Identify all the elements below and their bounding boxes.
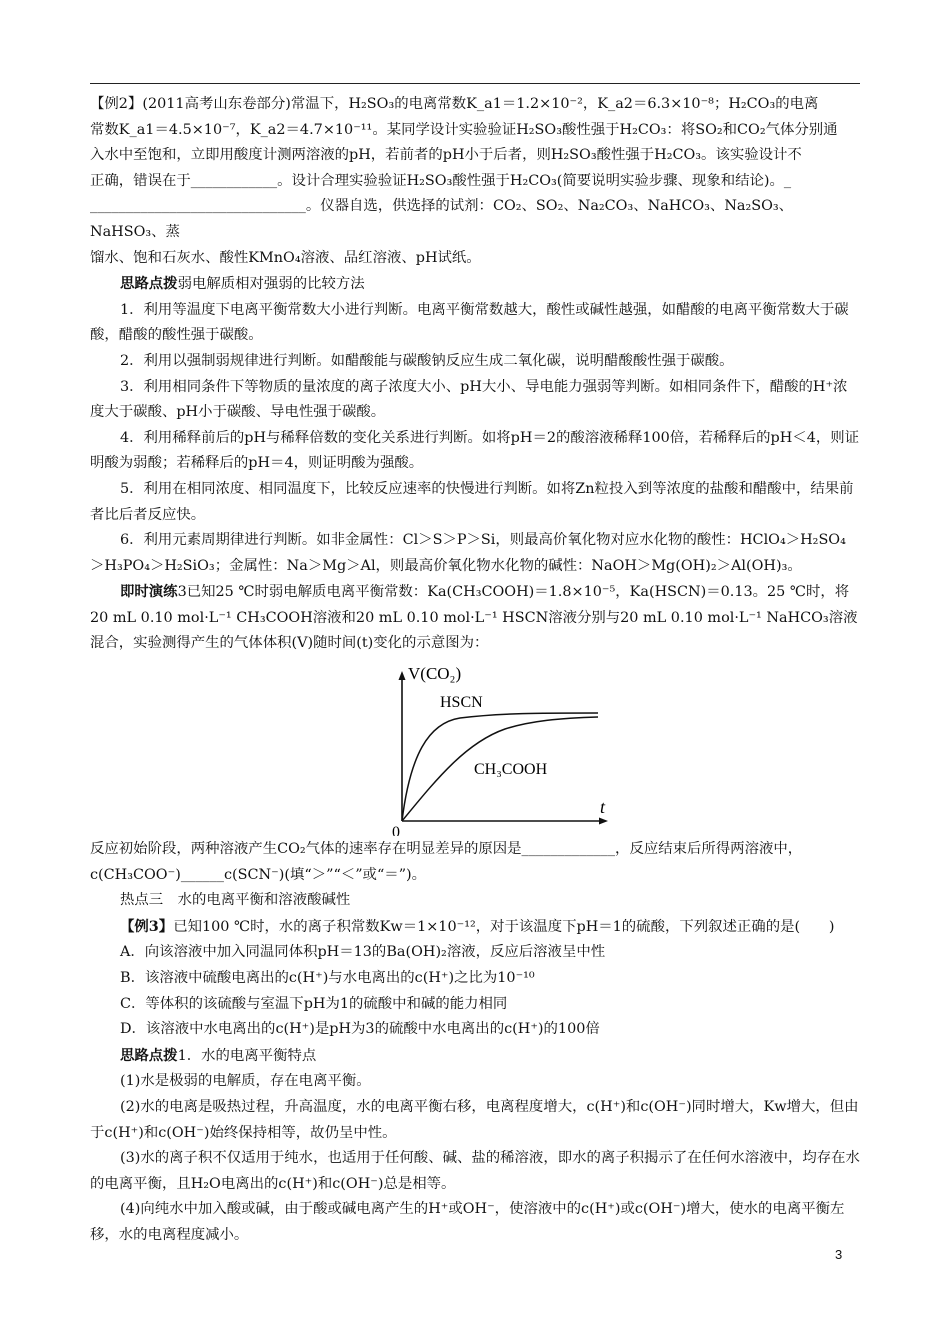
hint-title: 1．水的电离平衡特点 bbox=[177, 1047, 317, 1064]
hint2-item: (2)水的电离是吸热过程，升高温度，水的电离平衡右移，电离程度增大，c(H⁺)和c(OH⁻)同时增大，Kw增大，但由于c(H⁺)和c(OH⁻)始终保持相等，故仍呈中性。 bbox=[90, 1099, 859, 1141]
x-axis-arrow bbox=[599, 818, 608, 825]
hint-label: 思路点拨 bbox=[120, 1046, 178, 1064]
practice-text: 3已知25 ℃时弱电解质电离平衡常数：Ka(CH₃COOH)＝1.8×10⁻⁵，Ka(HSCN)＝0.13。25 ℃时，将20 mL 0.10 mol·L⁻¹ CH₃COOH溶液和20 mL 0.10 mol·L⁻¹ HSCN溶液分别与20 mL 0.10 mol·L⁻¹ NaHCO₃溶液混合，实验测得产生的气体体积(V)随时间(t)变化的示意图为： bbox=[90, 584, 858, 652]
hint2-item: (4)向纯水中加入酸或碱，由于酸或碱电离产生的H⁺或OH⁻，使溶液中的c(H⁺)或c(OH⁻)增大，使水的电离平衡左移，水的电离程度减小。 bbox=[90, 1201, 845, 1243]
example3-option: C．等体积的该硫酸与室温下pH为1的硫酸中和碱的能力相同 bbox=[120, 995, 508, 1012]
hint2-item: (1)水是极弱的电解质，存在电离平衡。 bbox=[120, 1073, 371, 1090]
example2-line: 正确，错误在于____________。设计合理实验验证H₂SO₃酸性强于H₂CO₃(简要说明实验步骤、现象和结论)。_ bbox=[90, 172, 792, 189]
page-content bbox=[90, 92, 860, 1249]
y-axis-label: V(CO₂) bbox=[408, 664, 462, 684]
hint2-heading bbox=[90, 1043, 860, 1070]
hint1-item: 1．利用等温度下电离平衡常数大小进行判断。电离平衡常数越大，酸性或碱性越强，如醋酸的电离平衡常数大于碳酸，醋酸的酸性强于碳酸。 bbox=[90, 301, 849, 344]
example3-text: 已知100 ℃时，水的离子积常数Kw＝1×10⁻¹²，对于该温度下pH＝1的硫酸，下列叙述正确的是( ) bbox=[173, 918, 835, 935]
hint1-item: 3．利用相同条件下等物质的量浓度的离子浓度大小、pH大小、导电能力强弱等判断。如相同条件下，醋酸的H⁺浓度大于碳酸、pH小于碳酸、导电性强于碳酸。 bbox=[90, 378, 848, 421]
y-axis-arrow bbox=[399, 671, 406, 680]
page-number: 3 bbox=[835, 1247, 843, 1262]
hint-label: 思路点拨 bbox=[120, 275, 178, 293]
x-axis-label: t bbox=[600, 797, 606, 818]
hint1-item: 2．利用以强制弱规律进行判断。如醋酸能与碳酸钠反应生成二氧化碳，说明醋酸酸性强于碳酸。 bbox=[120, 352, 734, 369]
volume-time-graph bbox=[390, 661, 630, 836]
example3-label: 【例3】 bbox=[120, 917, 174, 935]
example3-option: A．向该溶液中加入同温同体积pH＝13的Ba(OH)₂溶液，反应后溶液呈中性 bbox=[120, 944, 606, 961]
example2-line: 馏水、饱和石灰水、酸性KMnO₄溶液、品红溶液、pH试纸。 bbox=[90, 249, 481, 266]
example3-stem bbox=[90, 914, 860, 941]
hotspot3-heading: 热点三 水的电离平衡和溶液酸碱性 bbox=[120, 892, 351, 909]
hint2-item: (3)水的离子积不仅适用于纯水，也适用于任何酸、碱、盐的稀溶液，即水的离子积揭示了在任何水溶液中，均存在水的电离平衡，且H₂O电离出的c(H⁺)和c(OH⁻)总是相等。 bbox=[90, 1150, 860, 1192]
header-rule bbox=[90, 83, 860, 84]
practice-label: 即时演练 bbox=[120, 583, 178, 601]
example2-line: ______________________________。仪器自选，供选择的试剂：CO₂、SO₂、Na₂CO₃、NaHCO₃、Na₂SO₃、NaHSO₃、蒸 bbox=[90, 198, 794, 240]
hscn-label: HSCN bbox=[440, 694, 483, 712]
example2-line: 入水中至饱和，立即用酸度计测两溶液的pH，若前者的pH小于后者，则H₂SO₃酸性强于H₂CO₃。该实验设计不 bbox=[90, 147, 802, 164]
hint1-heading bbox=[90, 271, 860, 298]
example3-option: B．该溶液中硫酸电离出的c(H⁺)与水电离出的c(H⁺)之比为10⁻¹⁰ bbox=[120, 970, 535, 987]
hint-title: 弱电解质相对强弱的比较方法 bbox=[177, 276, 365, 293]
example2-line: 【例2】(2011高考山东卷部分)常温下，H₂SO₃的电离常数K_a1＝1.2×10⁻²，K_a2＝6.3×10⁻⁸；H₂CO₃的电离 bbox=[90, 96, 819, 112]
hint1-item: 6．利用元素周期律进行判断。如非金属性：Cl＞S＞P＞Si，则最高价氧化物对应水化物的酸性：HClO₄＞H₂SO₄＞H₃PO₄＞H₂SiO₃；金属性：Na＞Mg＞Al，则最高价氧化物水化物的碱性：NaOH＞Mg(OH)₂＞Al(OH)₃。 bbox=[90, 532, 846, 574]
example2-line: 常数K_a1＝4.5×10⁻⁷，K_a2＝4.7×10⁻¹¹。某同学设计实验验证H₂SO₃酸性强于H₂CO₃：将SO₂和CO₂气体分别通 bbox=[90, 121, 838, 138]
gas-volume-figure bbox=[90, 657, 860, 837]
example3-option: D．该溶液中水电离出的c(H⁺)是pH为3的硫酸中水电离出的c(H⁺)的100倍 bbox=[120, 1021, 600, 1038]
acetic-acid-label: CH₃COOH bbox=[474, 761, 548, 779]
practice3-question: 反应初始阶段，两种溶液产生CO₂气体的速率存在明显差异的原因是_____________，反应结束后所得两溶液中，c(CH₃COO⁻)______c(SCN⁻)(填“＞”“＜”或“＝”)。 bbox=[90, 841, 803, 883]
hint1-item: 4．利用稀释前后的pH与稀释倍数的变化关系进行判断。如将pH＝2的酸溶液稀释100倍，若稀释后的pH＜4，则证明酸为弱酸；若稀释后的pH＝4，则证明酸为强酸。 bbox=[90, 429, 860, 472]
practice3 bbox=[90, 579, 860, 657]
origin-label: 0 bbox=[392, 824, 400, 837]
hint1-item: 5．利用在相同浓度、相同温度下，比较反应速率的快慢进行判断。如将Zn粒投入到等浓度的盐酸和醋酸中，结果前者比后者反应快。 bbox=[90, 480, 854, 523]
